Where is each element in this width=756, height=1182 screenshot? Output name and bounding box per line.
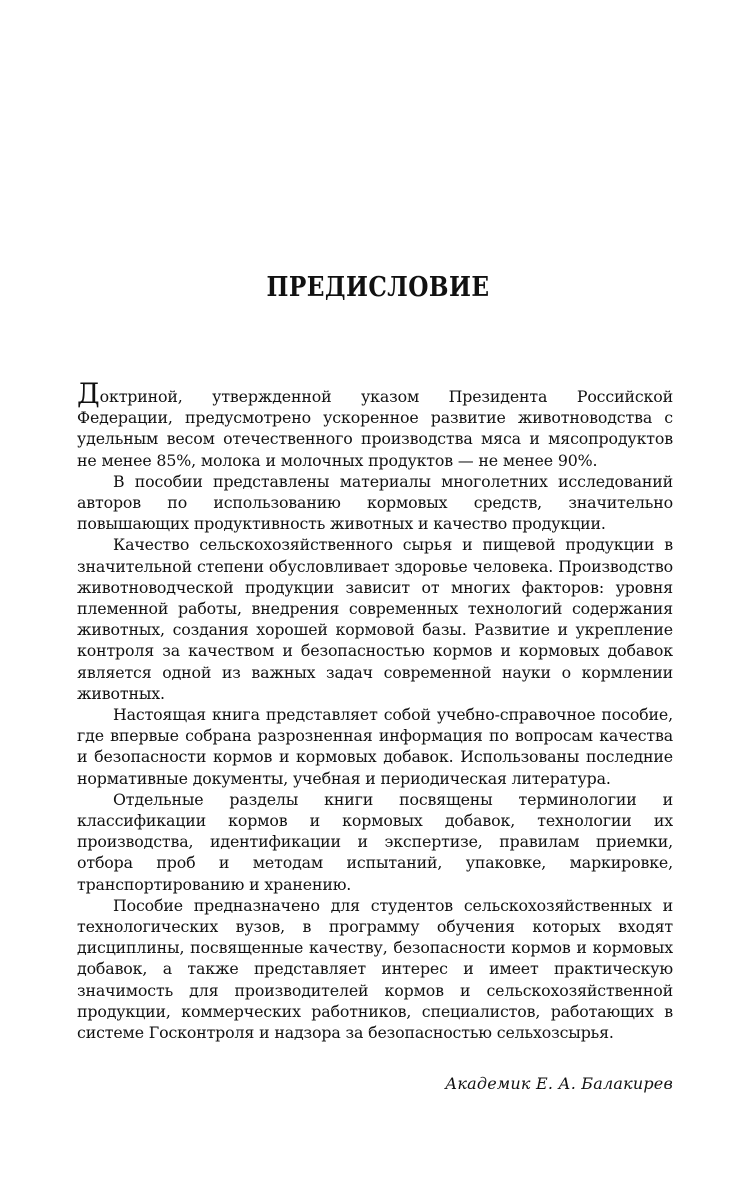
page-title: ПРЕДИСЛОВИЕ bbox=[266, 272, 490, 303]
paragraph-4: Настоящая книга представляет собой учебно-справочное пособие, где впервые собрана разрозненная информация по вопросам качества и безопасности кормов и кормовых добавок. Использованы последние нормативные документы, учебная и периодическая литература. bbox=[77, 705, 673, 788]
paragraph-6: Пособие предназначено для студентов сельскохозяйственных и технологических вузов, в программу обучения которых входят дисциплины, посвященные качеству, безопасности кормов и кормовых добавок, а также представляет интерес и имеет практическую значимость для производителей кормов и сельскохозяйственной продукции, коммерческих работников, специалистов, работающих в системе Госконтроля и надзора за безопасностью сельхозсырья. bbox=[77, 895, 673, 1043]
paragraph-5: Отдельные разделы книги посвящены терминологии и классификации кормов и кормовых добавок, технологии их производства, идентификации и экспертизе, правилам приемки, отбора проб и методам испытаний, упаковке, маркировке, транспортированию и хранению. bbox=[77, 789, 673, 894]
paragraph-1-text: октриной, утвержденной указом Президента Российской Федерации, предусмотрено ускоренное развитие животноводства с удельным весом отечественного производства мяса и мясопродуктов не менее 85%, молока и молочных продуктов — не менее 90%. bbox=[77, 387, 673, 470]
paragraph-1 bbox=[77, 377, 673, 471]
author-signature: Академик Е. А. Балакирев bbox=[445, 1074, 673, 1093]
drop-cap-letter: Д bbox=[77, 377, 100, 410]
paragraph-3: Качество сельскохозяйственного сырья и пищевой продукции в значительной степени обусловливает здоровье человека. Производство животноводческой продукции зависит от многих факторов: уровня племенной работы, внедрения современных технологий содержания животных, создания хорошей кормовой базы. Развитие и укрепление контроля за качеством и безопасностью кормов и кормовых добавок является одной из важных задач современной науки о кормлении животных. bbox=[77, 535, 673, 703]
paragraph-2: В пособии представлены материалы многолетних исследований авторов по использованию кормовых средств, значительно повышающих продуктивность животных и качество продукции. bbox=[77, 471, 673, 534]
preface-body bbox=[77, 377, 673, 1043]
